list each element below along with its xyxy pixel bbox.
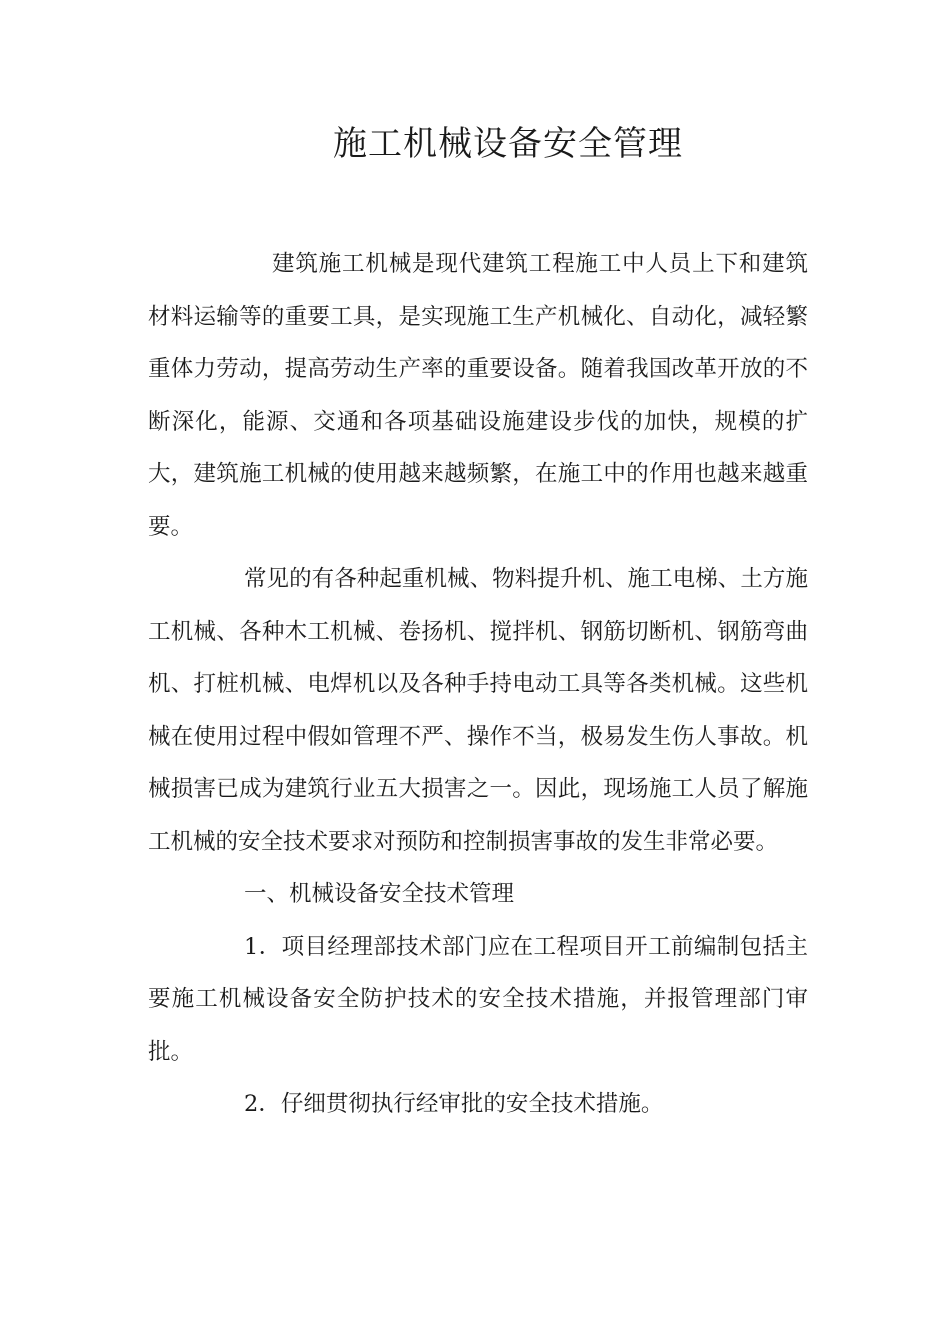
paragraph-machinery-types: 常见的有各种起重机械、物料提升机、施工电梯、土方施工机械、各种木工机械、卷扬机、搅拌机、钢筋切断机、钢筋弯曲机、打桩机械、电焊机以及各种手持电动工具等各类机械。这些机械在使用过程中假如管理不严、操作不当，极易发生伤人事故。机械损害已成为建筑行业五大损害之一。因此，现场施工人员了解施工机械的安全技术要求对预防和控制损害事故的发生非常必要。 (148, 566, 808, 855)
document-body (148, 238, 808, 1131)
section-heading-1: 一、机械设备安全技术管理 (244, 881, 515, 907)
list-item-2: 2．仔细贯彻执行经审批的安全技术措施。 (244, 1091, 664, 1117)
list-item-1: 1．项目经理部技术部门应在工程项目开工前编制包括主要施工机械设备安全防护技术的安全技术措施，并报管理部门审批。 (148, 933, 808, 1065)
paragraph-intro: 建筑施工机械是现代建筑工程施工中人员上下和建筑材料运输等的重要工具，是实现施工生产机械化、自动化，减轻繁重体力劳动，提高劳动生产率的重要设备。随着我国改革开放的不断深化，能源、交通和各项基础设施建设步伐的加快，规模的扩大，建筑施工机械的使用越来越频繁，在施工中的作用也越来越重要。 (148, 251, 808, 540)
document-title: 施工机械设备安全管理 (333, 124, 683, 164)
